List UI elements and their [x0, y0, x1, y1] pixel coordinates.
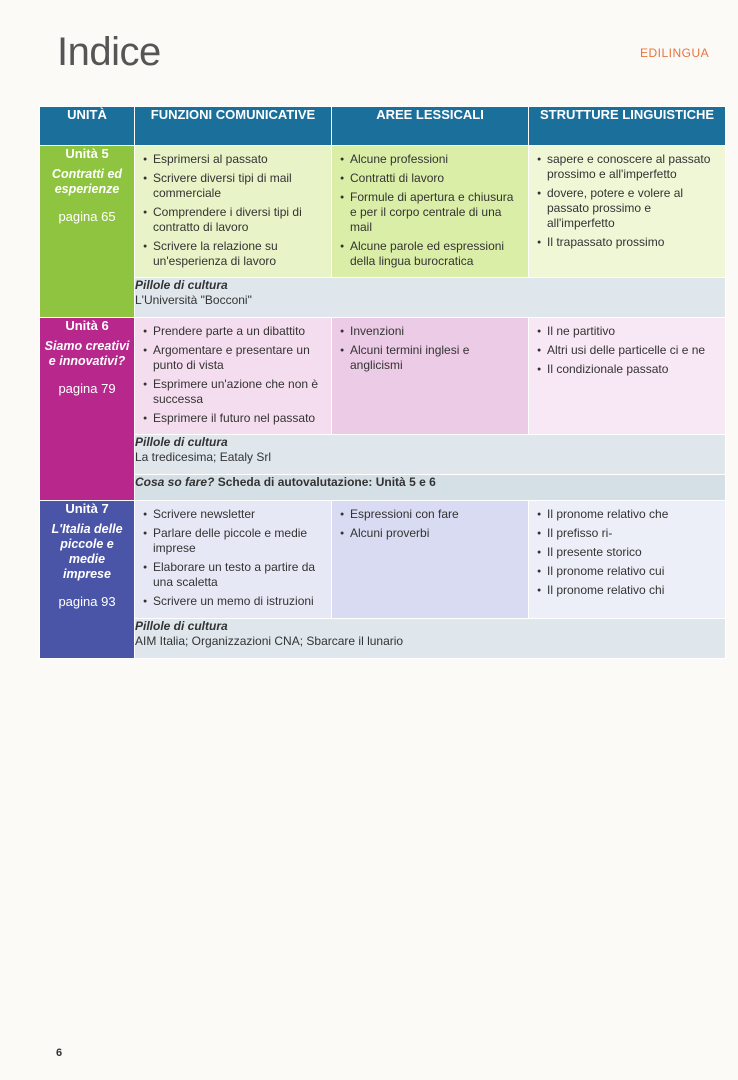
header-funzioni: FUNZIONI COMUNICATIVE [135, 107, 332, 146]
unit-page-link[interactable]: pagina 79 [58, 381, 116, 396]
unit-5-cell[interactable] [40, 146, 135, 318]
list-item: ● Alcuni termini inglesi e anglicismi [340, 343, 522, 373]
unit-7-cell[interactable] [40, 501, 135, 659]
list-item: ● Contratti di lavoro [340, 171, 522, 186]
unit-page-link[interactable]: pagina 93 [58, 594, 116, 609]
unit-5-pillole-row [40, 278, 726, 318]
funzioni-cell [135, 318, 332, 435]
list-item: ● Esprimere il futuro nel passato [143, 411, 325, 426]
list-item: ● Il pronome relativo cui [537, 564, 719, 579]
pillole-label: Pillole di cultura [135, 435, 228, 449]
strutture-cell [529, 318, 726, 435]
pillole-cell [135, 278, 726, 318]
list-item: ● Comprendere i diversi tipi di contratto di lavoro [143, 205, 325, 235]
pillole-text: La tredicesima; Eataly Srl [135, 450, 272, 464]
aree-cell [332, 146, 529, 278]
unit-7-row [40, 501, 726, 619]
list-item: ● dovere, potere e volere al passato prossimo e all'imperfetto [537, 186, 719, 231]
list-item: ● Alcuni proverbi [340, 526, 522, 541]
pillole-text: L'Università "Bocconi" [135, 293, 252, 307]
list-item: ● Formule di apertura e chiusura e per il corpo centrale di una mail [340, 190, 522, 235]
cosa-so-fare-label: Cosa so fare? [135, 475, 215, 489]
cosa-so-fare-row [40, 475, 726, 501]
list-item: ● Prendere parte a un dibattito [143, 324, 325, 339]
header-row [40, 107, 726, 146]
cosa-so-fare-cell[interactable] [135, 475, 726, 501]
list-item: ● Altri usi delle particelle ci e ne [537, 343, 719, 358]
page-title: Indice [57, 30, 161, 74]
unit-name: Unità 5 [65, 146, 109, 161]
unit-6-pillole-row [40, 435, 726, 475]
funzioni-cell [135, 146, 332, 278]
pillole-label: Pillole di cultura [135, 278, 228, 292]
list-item: ● Espressioni con fare [340, 507, 522, 522]
list-item: ● Alcune parole ed espressioni della lingua burocratica [340, 239, 522, 269]
index-table [39, 106, 726, 659]
list-item: ● Il trapassato prossimo [537, 235, 719, 250]
list-item: ● Il presente storico [537, 545, 719, 560]
pillole-label: Pillole di cultura [135, 619, 228, 633]
unit-6-row [40, 318, 726, 435]
publisher-logo: EDILINGUA [640, 46, 710, 60]
list-item: ● Invenzioni [340, 324, 522, 339]
list-item: ● sapere e conoscere al passato prossimo e all'imperfetto [537, 152, 719, 182]
list-item: ● Il pronome relativo chi [537, 583, 719, 598]
header-unita: UNITÀ [40, 107, 135, 146]
list-item: ● Il ne partitivo [537, 324, 719, 339]
list-item: ● Scrivere diversi tipi di mail commerciale [143, 171, 325, 201]
page-number: 6 [56, 1047, 63, 1059]
list-item: ● Alcune professioni [340, 152, 522, 167]
funzioni-cell [135, 501, 332, 619]
list-item: ● Parlare delle piccole e medie imprese [143, 526, 325, 556]
header-strutture: STRUTTURE LINGUISTICHE [529, 107, 726, 146]
list-item: ● Scrivere la relazione su un'esperienza di lavoro [143, 239, 325, 269]
list-item: ● Il pronome relativo che [537, 507, 719, 522]
list-item: ● Elaborare un testo a partire da una scaletta [143, 560, 325, 590]
unit-name: Unità 7 [65, 501, 109, 516]
list-item: ● Il prefisso ri- [537, 526, 719, 541]
list-item: ● Esprimersi al passato [143, 152, 325, 167]
unit-name: Unità 6 [65, 318, 109, 333]
pillole-cell [135, 435, 726, 475]
strutture-cell [529, 501, 726, 619]
strutture-cell [529, 146, 726, 278]
pillole-cell [135, 619, 726, 659]
list-item: ● Scrivere un memo di istruzioni [143, 594, 325, 609]
cosa-so-fare-text: Scheda di autovalutazione: Unità 5 e 6 [217, 475, 436, 489]
list-item: ● Esprimere un'azione che non è successa [143, 377, 325, 407]
list-item: ● Argomentare e presentare un punto di vista [143, 343, 325, 373]
unit-6-cell[interactable] [40, 318, 135, 501]
unit-page-link[interactable]: pagina 65 [58, 209, 116, 224]
unit-subtitle: L'Italia delle piccole e medie imprese [51, 522, 123, 581]
header-aree: AREE LESSICALI [332, 107, 529, 146]
aree-cell [332, 318, 529, 435]
unit-7-pillole-row [40, 619, 726, 659]
list-item: ● Il condizionale passato [537, 362, 719, 377]
unit-subtitle: Contratti ed esperienze [51, 167, 123, 196]
list-item: ● Scrivere newsletter [143, 507, 325, 522]
unit-5-row [40, 146, 726, 278]
unit-subtitle: Siamo creativi e innovativi? [44, 339, 130, 368]
aree-cell [332, 501, 529, 619]
pillole-text: AIM Italia; Organizzazioni CNA; Sbarcare il lunario [135, 634, 404, 648]
